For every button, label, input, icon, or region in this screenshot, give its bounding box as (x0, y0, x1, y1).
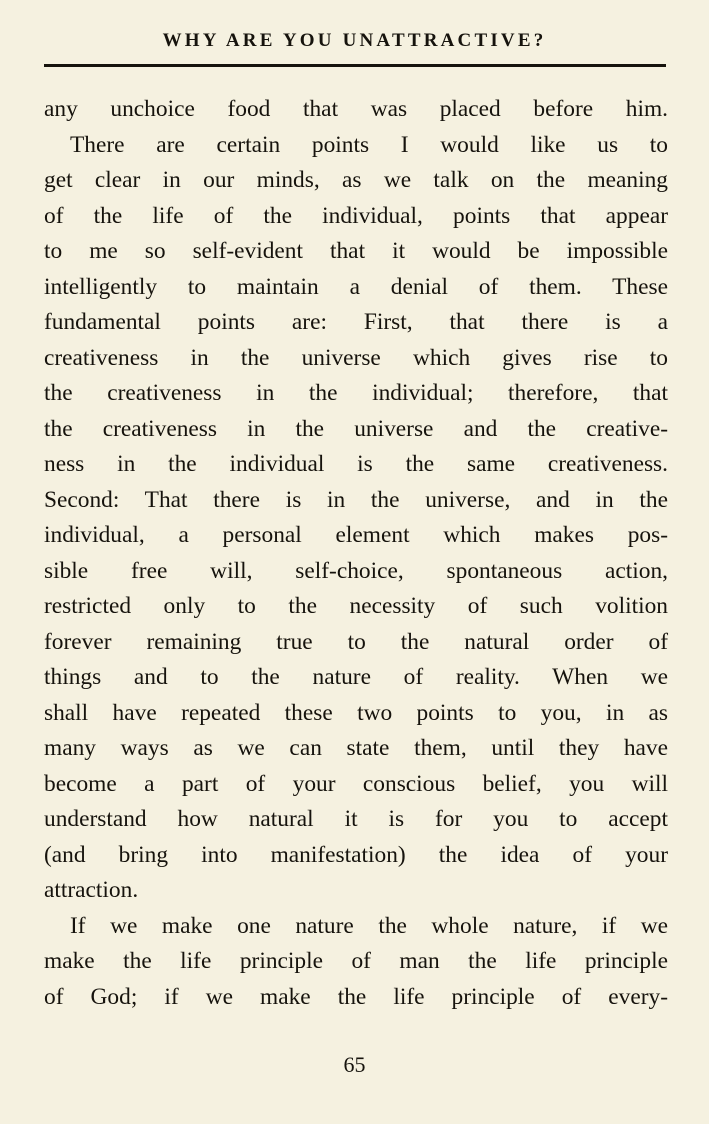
page-body (44, 92, 668, 1015)
text-line: individual, a personal element which makes pos- (44, 522, 668, 548)
text-line: sible free will, self-choice, spontaneous action, (44, 557, 668, 584)
text-line: many ways as we can state them, until they have (44, 735, 668, 761)
text-line: the creativeness in the universe and the creative- (44, 415, 668, 442)
text-line: restricted only to the necessity of such volition (44, 593, 668, 619)
text-line: of the life of the individual, points that appear (44, 202, 668, 229)
text-line: If we make one nature the whole nature, if we (70, 912, 668, 939)
page-number: 65 (343, 1052, 366, 1077)
text-line: Second: That there is in the universe, and in the (44, 486, 668, 513)
text-line: get clear in our minds, as we talk on the meaning (44, 167, 668, 193)
text-line: any unchoice food that was placed before him. (44, 96, 668, 122)
text-line: attraction. (44, 877, 139, 903)
text-line: ness in the individual is the same creativeness. (44, 451, 668, 477)
text-line: fundamental points are: First, that there is a (44, 309, 668, 335)
text-line: shall have repeated these two points to you, in as (44, 699, 668, 726)
text-line: the creativeness in the individual; therefore, that (44, 380, 668, 406)
text-line: make the life principle of man the life principle (44, 948, 668, 974)
running-head: WHY ARE YOU UNATTRACTIVE? (162, 30, 547, 51)
text-line: to me so self-evident that it would be impossible (44, 238, 668, 264)
text-line: understand how natural it is for you to accept (44, 806, 668, 832)
text-line: intelligently to maintain a denial of them. These (44, 273, 668, 300)
text-line: become a part of your conscious belief, you will (44, 770, 668, 797)
text-line: of God; if we make the life principle of every- (44, 983, 668, 1010)
text-line: things and to the nature of reality. When we (44, 664, 668, 690)
text-line: forever remaining true to the natural order of (44, 628, 668, 655)
header-rule (44, 64, 666, 67)
text-line: creativeness in the universe which gives rise to (44, 344, 668, 371)
text-line: (and bring into manifestation) the idea of your (44, 841, 668, 868)
text-line: There are certain points I would like us to (70, 131, 668, 158)
